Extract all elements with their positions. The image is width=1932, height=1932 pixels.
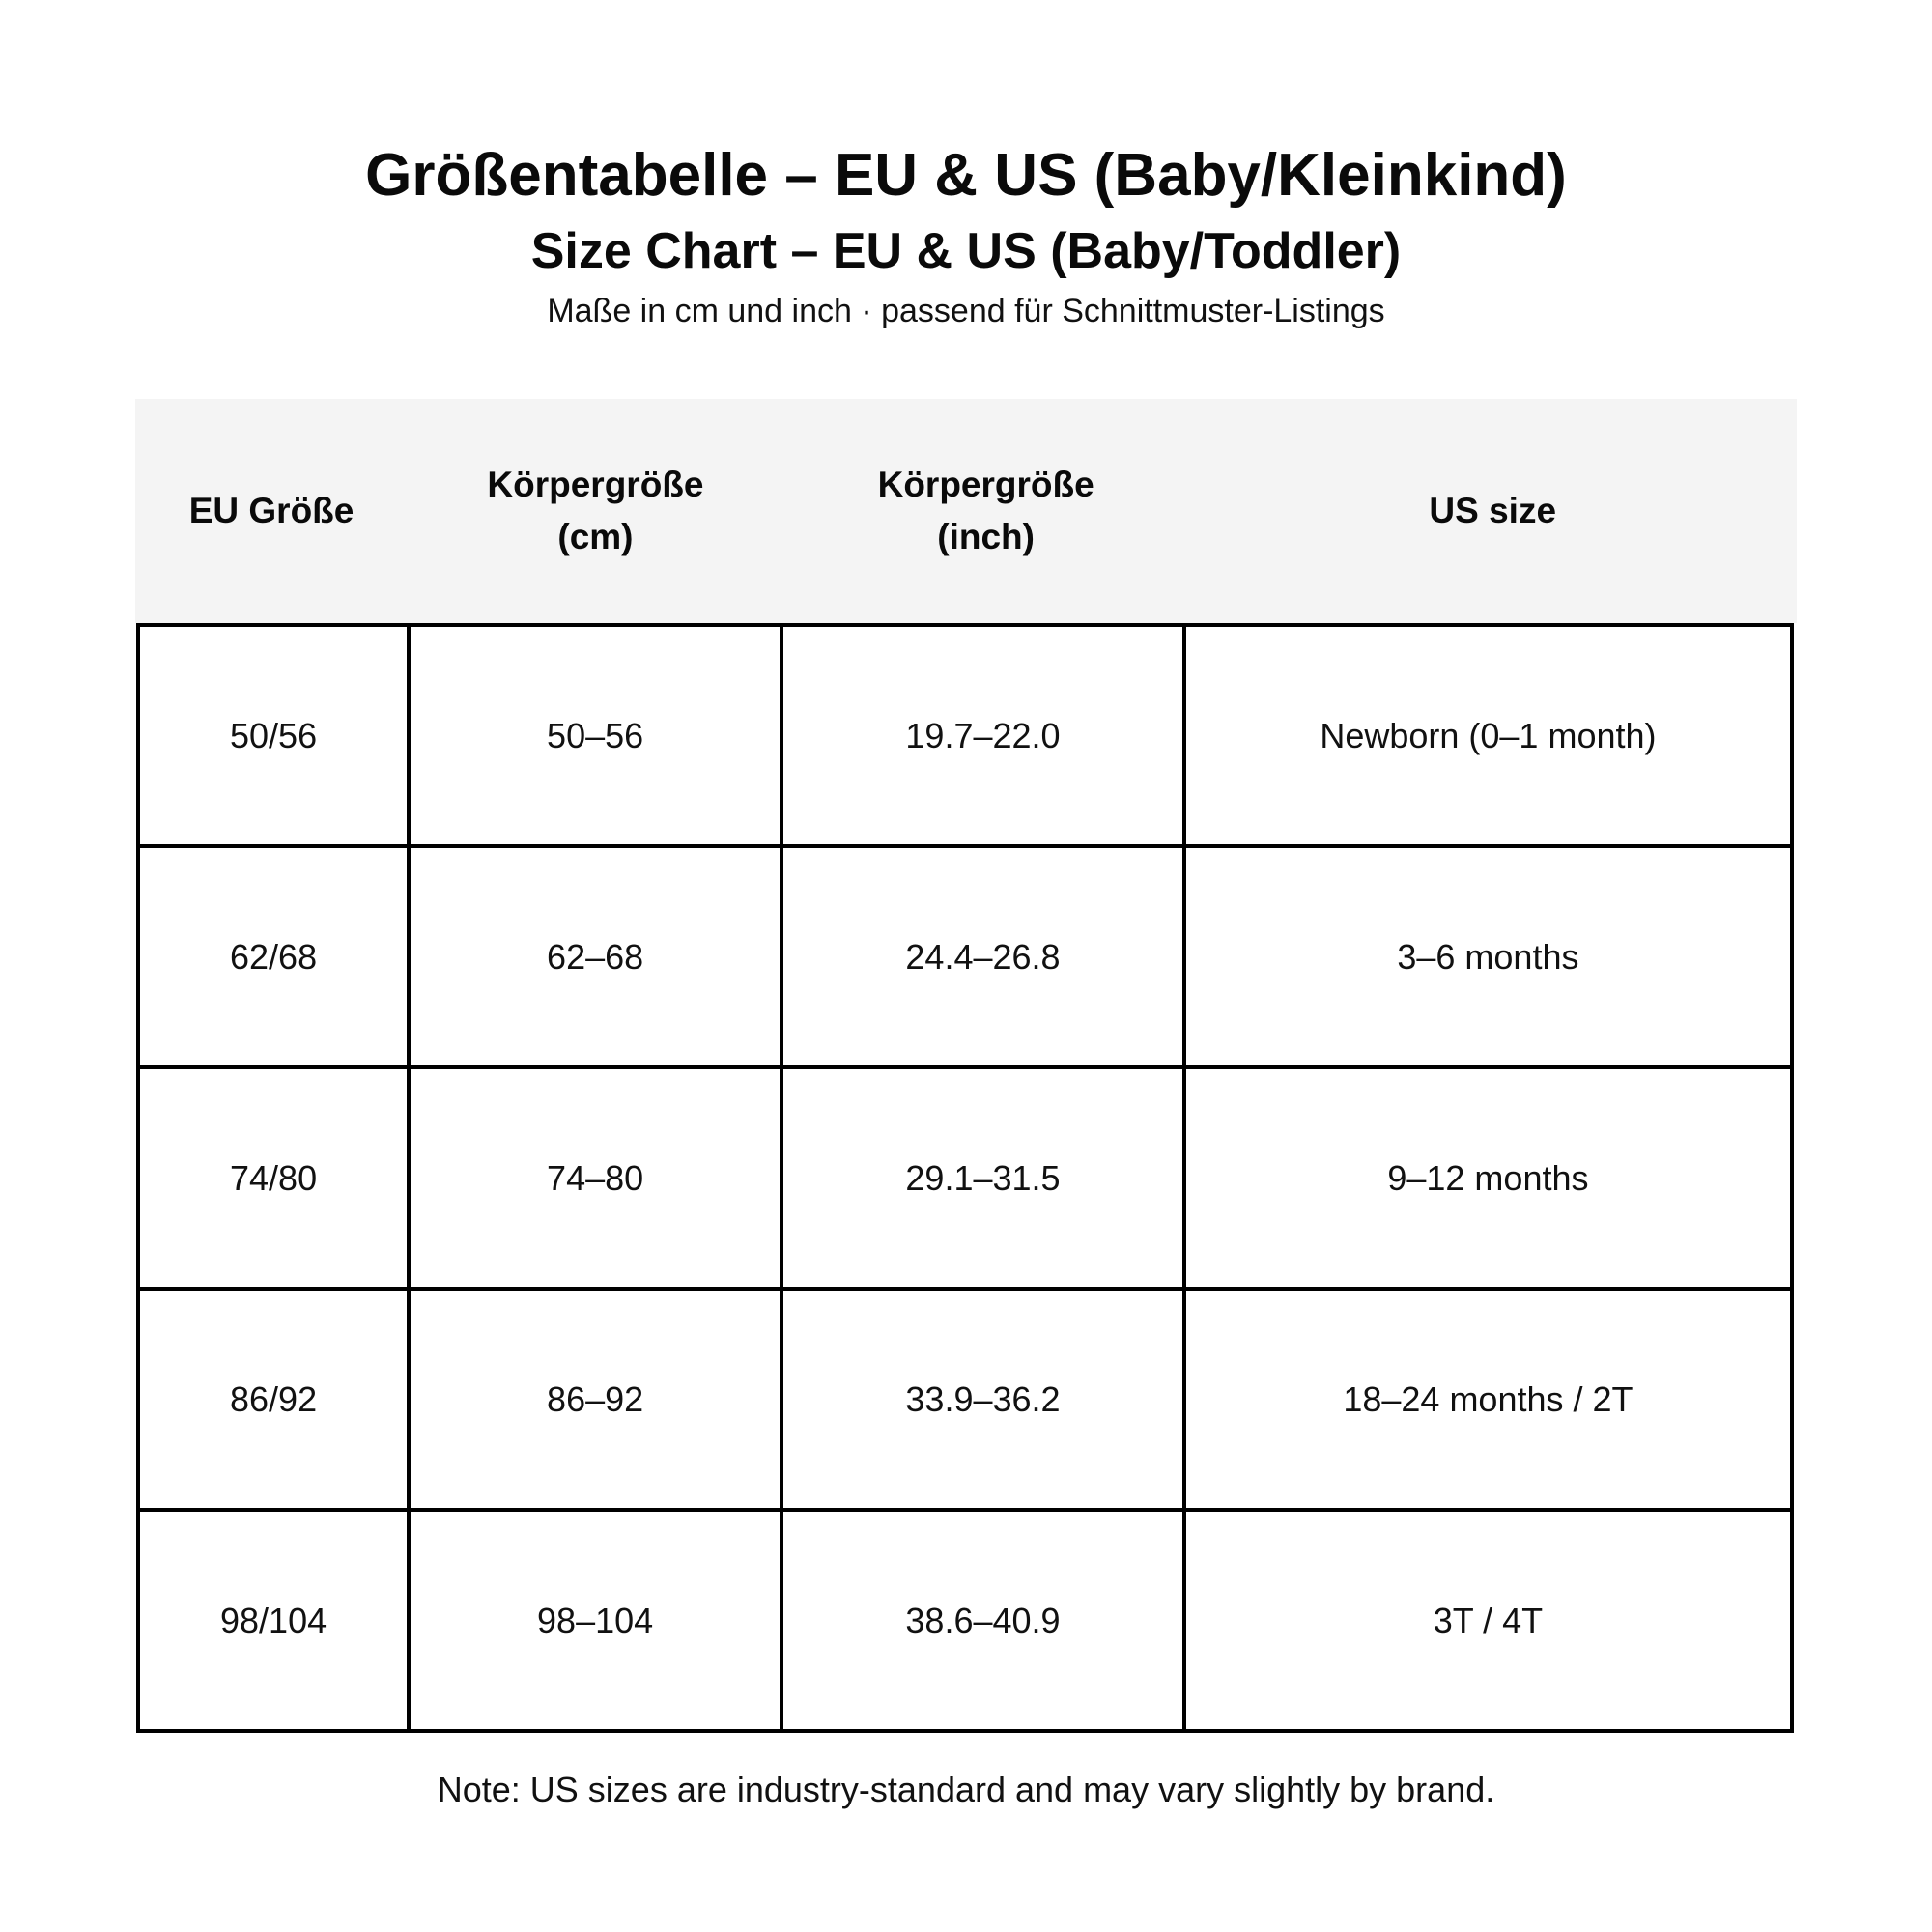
cell-height-inch: 19.7–22.0 (783, 627, 1186, 844)
table-row (140, 844, 1790, 1065)
cell-us-size: 18–24 months / 2T (1343, 1378, 1634, 1419)
cell-eu-size: 50/56 (140, 627, 411, 844)
cell-height-inch: 38.6–40.9 (783, 1512, 1186, 1729)
cell-height-cm: 98–104 (411, 1512, 783, 1729)
header-sublabel: (inch) (937, 517, 1035, 556)
cell-eu-size: 86/92 (140, 1291, 411, 1508)
page-subtitle: Size Chart – EU & US (Baby/Toddler) (530, 223, 1402, 279)
header-cell-height-inch (783, 399, 1189, 623)
table-header-row (135, 399, 1797, 623)
cell-us-size: 3–6 months (1397, 936, 1579, 977)
header-cell-height-cm (408, 399, 783, 623)
header-sublabel: (cm) (557, 517, 634, 556)
cell-us-size: 3T / 4T (1433, 1600, 1544, 1640)
table-row (140, 1508, 1790, 1729)
table-row (140, 627, 1790, 844)
header-cell-eu-size (135, 399, 408, 623)
cell-height-cm: 86–92 (411, 1291, 783, 1508)
cell-eu-size: 74/80 (140, 1069, 411, 1287)
cell-eu-size: 62/68 (140, 848, 411, 1065)
size-table-body (136, 623, 1794, 1733)
cell-height-inch: 24.4–26.8 (783, 848, 1186, 1065)
header-label: Körpergröße (877, 465, 1094, 505)
header-cell-us-size (1188, 399, 1797, 623)
cell-us-size: Newborn (0–1 month) (1320, 715, 1657, 755)
header-label: US size (1429, 491, 1557, 531)
cell-us-size: 9–12 months (1387, 1157, 1589, 1198)
table-row (140, 1287, 1790, 1508)
table-row (140, 1065, 1790, 1287)
header-label: EU Größe (188, 491, 355, 531)
cell-eu-size: 98/104 (140, 1512, 411, 1729)
header-label: Körpergröße (487, 465, 704, 505)
cell-height-cm: 62–68 (411, 848, 783, 1065)
cell-height-cm: 50–56 (411, 627, 783, 844)
cell-height-cm: 74–80 (411, 1069, 783, 1287)
cell-height-inch: 29.1–31.5 (783, 1069, 1186, 1287)
page-title: Größentabelle – EU & US (Baby/Kleinkind) (365, 142, 1567, 209)
cell-height-inch: 33.9–36.2 (783, 1291, 1186, 1508)
page-tagline: Maße in cm und inch · passend für Schnittmuster-Listings (547, 293, 1385, 329)
footer-note: Note: US sizes are industry-standard and may vary slightly by brand. (437, 1770, 1495, 1809)
